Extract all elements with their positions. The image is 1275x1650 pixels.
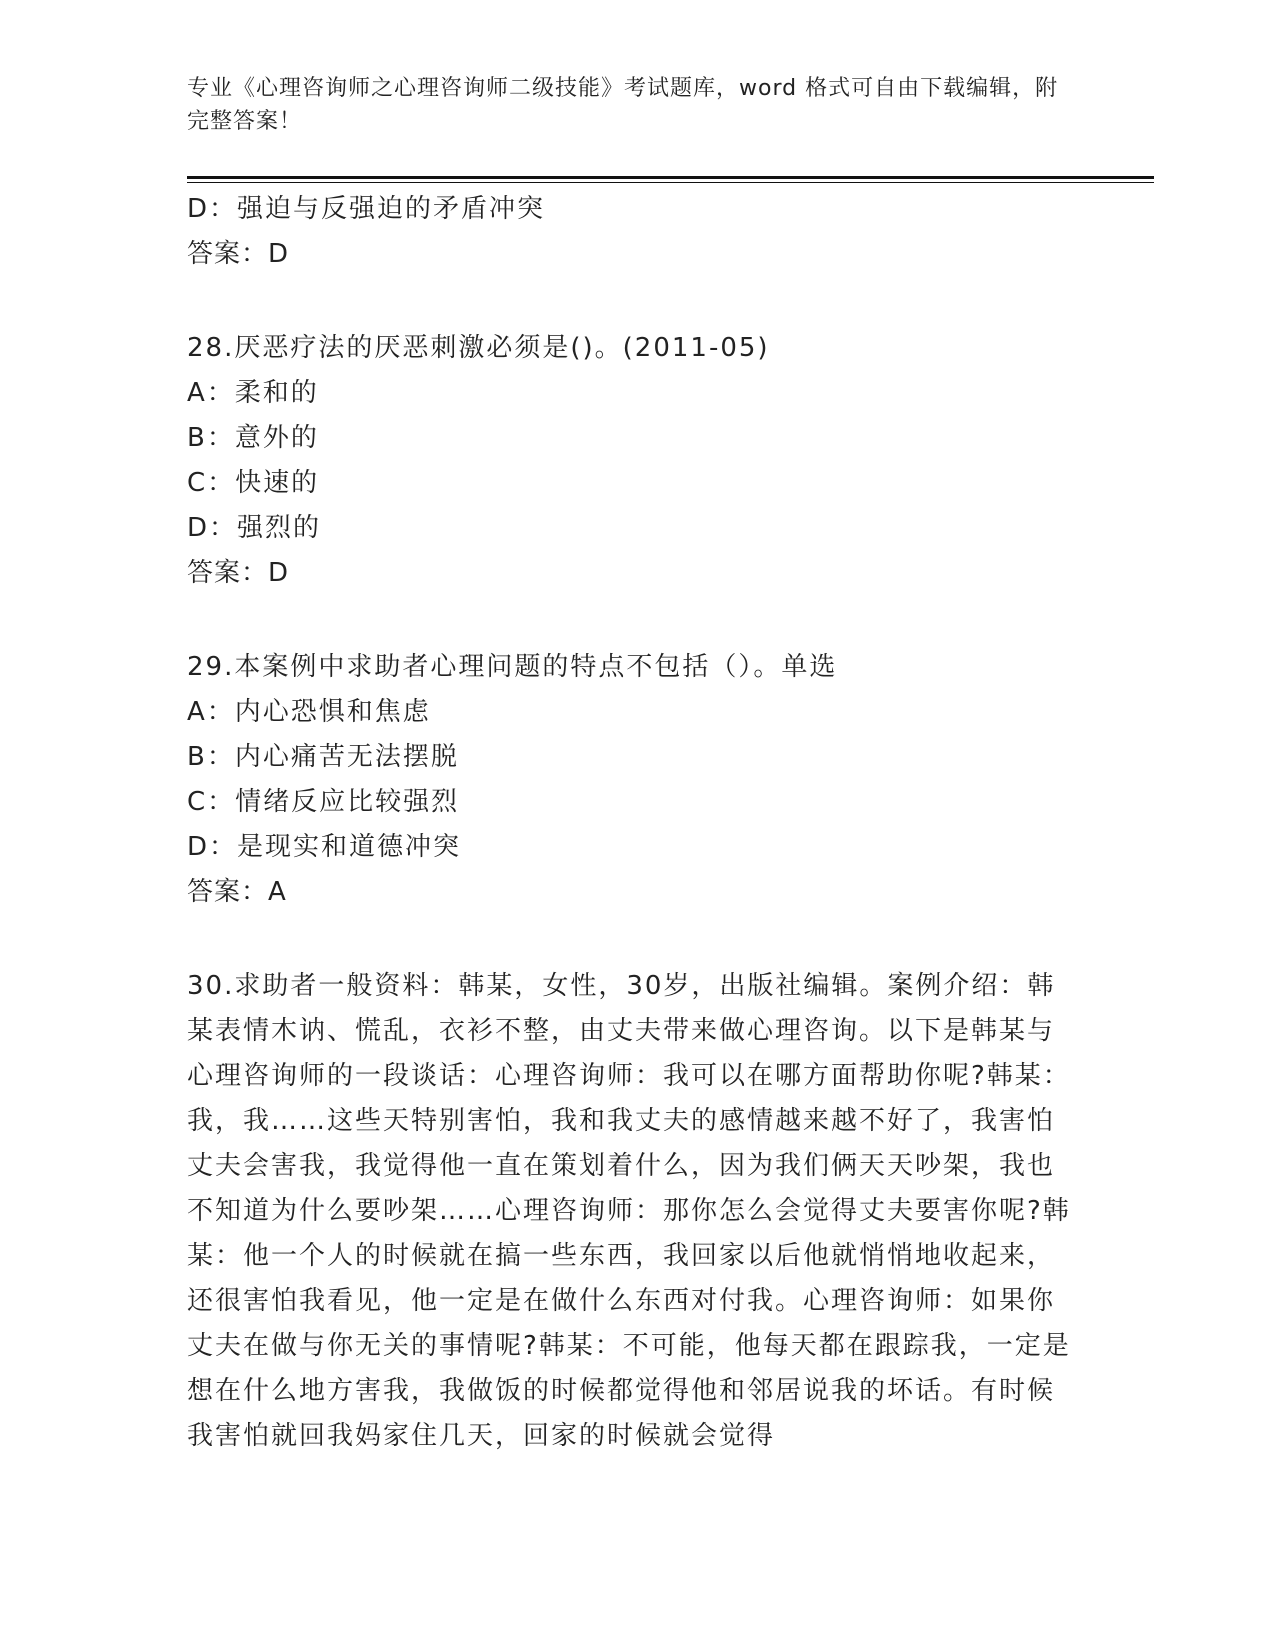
option-c: C：情绪反应比较强烈 xyxy=(187,787,460,817)
option-b: B：内心痛苦无法摆脱 xyxy=(187,742,459,772)
header-divider-thin xyxy=(187,182,1154,183)
header-divider-thick xyxy=(187,176,1154,179)
question-29 xyxy=(187,645,1087,915)
question-stem: 28.厌恶疗法的厌恶刺激必须是()。(2011-05) xyxy=(187,333,770,363)
option-b: B：意外的 xyxy=(187,423,319,453)
option-d: D：是现实和道德冲突 xyxy=(187,832,462,862)
option-d: D：强烈的 xyxy=(187,513,322,543)
document-body xyxy=(187,187,1087,1459)
q27-option-d: D：强迫与反强迫的矛盾冲突 xyxy=(187,194,546,224)
question-28 xyxy=(187,326,1087,596)
spacer xyxy=(187,277,1087,326)
option-a: A：内心恐惧和焦虑 xyxy=(187,697,431,727)
document-header: 专业《心理咨询师之心理咨询师二级技能》考试题库，word 格式可自由下载编辑，附完整答案！ xyxy=(187,76,1059,134)
q27-answer: 答案：D xyxy=(187,239,290,269)
option-c: C：快速的 xyxy=(187,468,320,498)
question-stem: 29.本案例中求助者心理问题的特点不包括（）。单选 xyxy=(187,652,838,682)
option-a: A：柔和的 xyxy=(187,378,319,408)
answer: 答案：D xyxy=(187,558,290,588)
answer: 答案：A xyxy=(187,877,287,907)
question-30-case-text: 30.求助者一般资料：韩某，女性，30岁，出版社编辑。案例介绍：韩某表情木讷、慌乱，衣衫不整，由丈夫带来做心理咨询。以下是韩某与心理咨询师的一段谈话：心理咨询师：我可以在哪方面帮助你呢?韩某：我，我……这些天特别害怕，我和我丈夫的感情越来越不好了，我害怕丈夫会害我，我觉得他一直在策划着什么，因为我们俩天天吵架，我也不知道为什么要吵架……心理咨询师：那你怎么会觉得丈夫要害你呢?韩某：他一个人的时候就在搞一些东西，我回家以后他就悄悄地收起来，还很害怕我看见，他一定是在做什么东西对付我。心理咨询师：如果你丈夫在做与你无关的事情呢?韩某：不可能，他每天都在跟踪我，一定是想在什么地方害我，我做饭的时候都觉得他和邻居说我的坏话。有时候我害怕就回我妈家住几天，回家的时候就会觉得 xyxy=(187,971,1071,1451)
spacer xyxy=(187,596,1087,645)
spacer xyxy=(187,915,1087,964)
